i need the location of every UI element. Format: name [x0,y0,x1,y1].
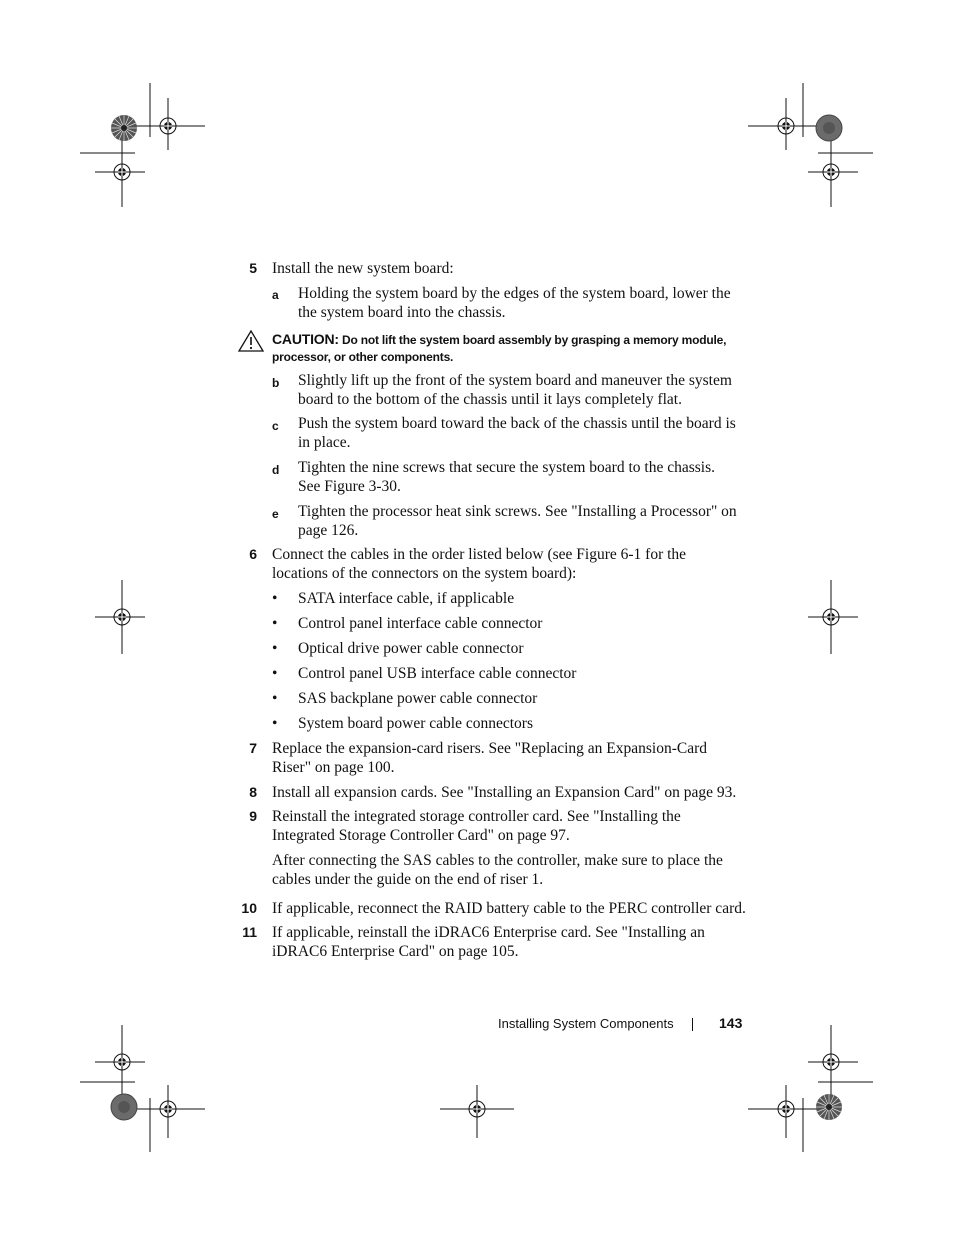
footer-separator [692,1018,693,1031]
substep-letter: d [272,463,280,477]
step-note: cables under the guide on the end of riser 1. [272,871,544,888]
bullet-item: SAS backplane power cable connector [298,690,538,707]
caution-icon [238,330,264,352]
step-text: Connect the cables in the order listed below (see Figure 6-1 for the [272,546,687,563]
bullet-item: Optical drive power cable connector [298,640,524,657]
substep-text: See Figure 3-30. [298,478,401,495]
step-text: Integrated Storage Controller Card" on page 97. [272,827,570,844]
step-number: 7 [249,740,257,756]
substep-text: the system board into the chassis. [298,304,506,321]
substep-text: Push the system board toward the back of the chassis until the board is [298,415,736,432]
step-text: iDRAC6 Enterprise Card" on page 105. [272,943,519,960]
caution-text: Do not lift the system board assembly by grasping a memory module, processor, or other components. [272,333,727,364]
substep-text: Holding the system board by the edges of the system board, lower the [298,285,731,302]
substep-text: Tighten the nine screws that secure the system board to the chassis. [298,459,715,476]
step-text: If applicable, reinstall the iDRAC6 Enterprise card. See "Installing an [272,924,705,941]
substep-letter: c [272,419,279,433]
step-text: Reinstall the integrated storage controller card. See "Installing the [272,808,681,825]
step-number: 11 [242,924,257,940]
bullet-item: Control panel USB interface cable connector [298,665,577,682]
substep-letter: a [272,288,279,302]
step-number: 9 [249,808,257,824]
substep-text: in place. [298,434,351,451]
step-number: 10 [241,900,257,916]
substep-text: Slightly lift up the front of the system board and maneuver the system [298,372,732,389]
step-text: Install all expansion cards. See "Installing an Expansion Card" on page 93. [272,784,737,801]
substep-text: board to the bottom of the chassis until it lays completely flat. [298,391,682,408]
caution-note [272,331,742,366]
step-text: If applicable, reconnect the RAID battery cable to the PERC controller card. [272,900,746,917]
bullet-item: System board power cable connectors [298,715,534,732]
bullet-marker: • [272,615,278,632]
footer-section-title: Installing System Components [498,1016,674,1031]
bullet-item: Control panel interface cable connector [298,615,543,632]
substep-text: page 126. [298,522,359,539]
step-number: 6 [249,546,257,562]
bullet-marker: • [272,665,278,682]
substep-text: Tighten the processor heat sink screws. See "Installing a Processor" on [298,503,737,520]
step-number: 5 [249,260,257,276]
bullet-marker: • [272,715,278,732]
substep-letter: b [272,376,280,390]
bullet-marker: • [272,690,278,707]
bullet-item: SATA interface cable, if applicable [298,590,515,607]
step-text: locations of the connectors on the system board): [272,565,577,582]
step-text: Install the new system board: [272,260,454,277]
page-number: 143 [719,1015,743,1031]
step-note: After connecting the SAS cables to the controller, make sure to place the [272,852,723,869]
step-text: Riser" on page 100. [272,759,395,776]
step-text: Replace the expansion-card risers. See "Replacing an Expansion-Card [272,740,708,757]
step-number: 8 [249,784,257,800]
caution-label: CAUTION: [272,331,339,347]
bullet-marker: • [272,640,278,657]
substep-letter: e [272,507,279,521]
bullet-marker: • [272,590,278,607]
